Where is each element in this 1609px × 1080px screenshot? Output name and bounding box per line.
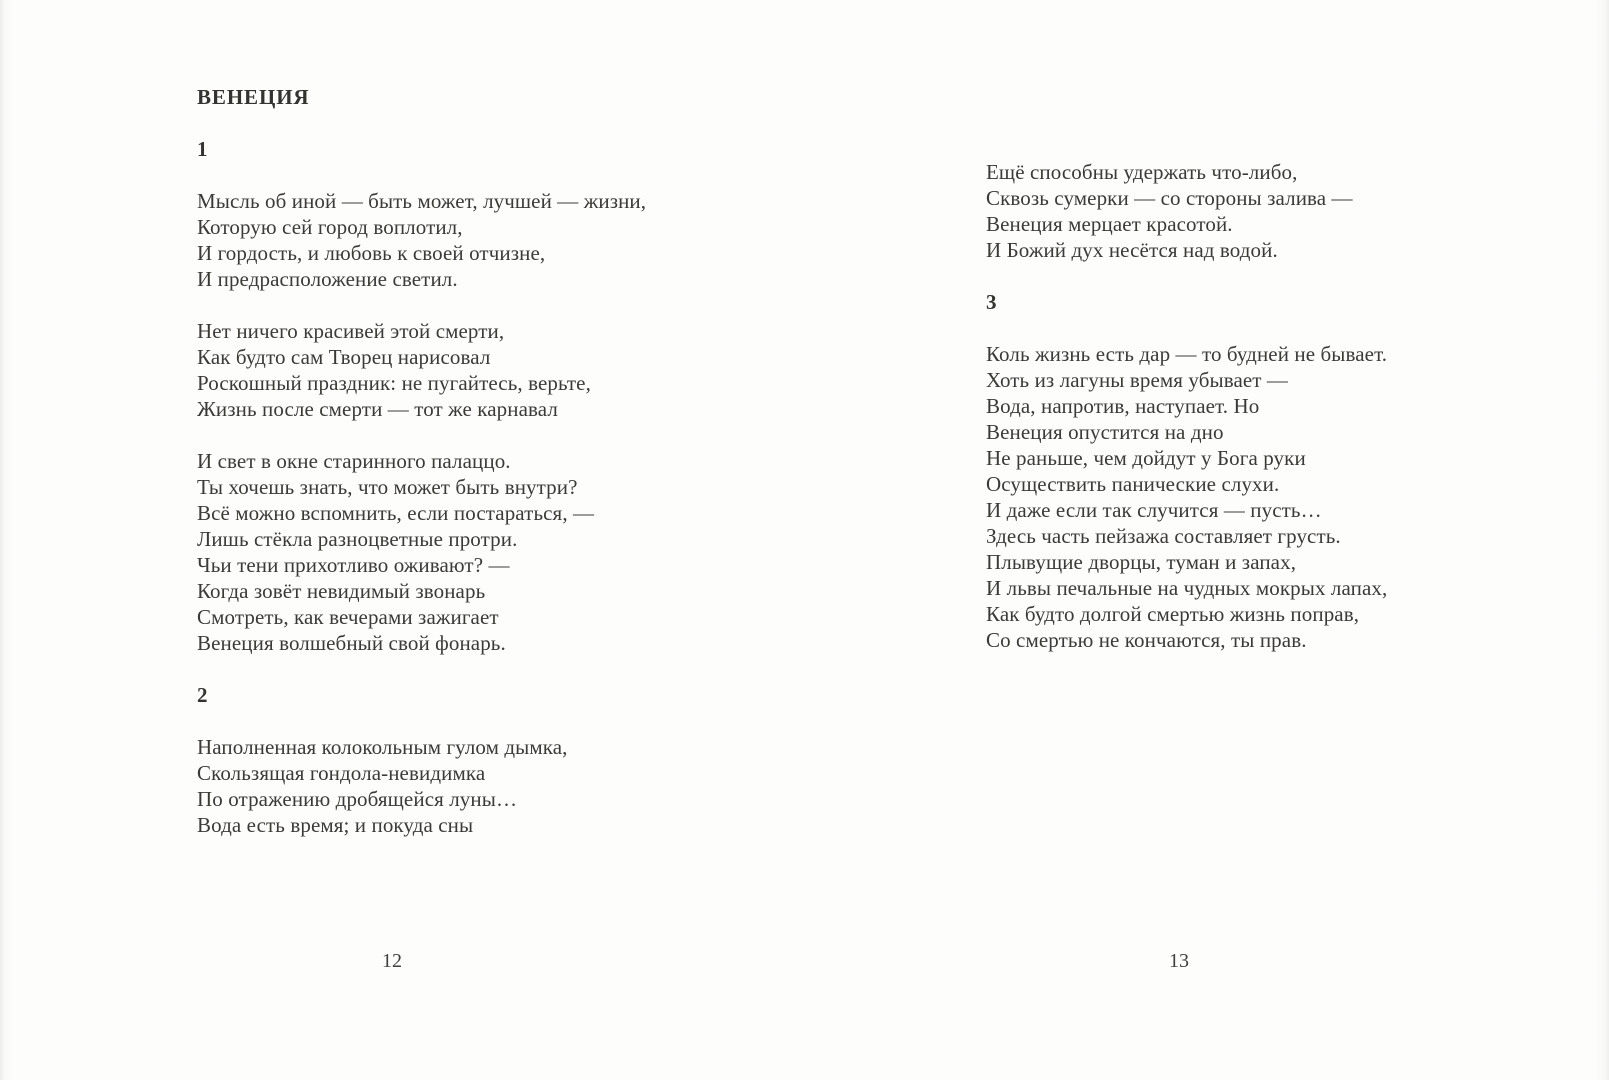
section-number: 2	[197, 683, 208, 707]
poem-line: Венеция мерцает красотой.	[986, 212, 1233, 236]
poem-line: Роскошный праздник: не пугайтесь, верьте,	[197, 371, 591, 395]
poem-line: Сквозь сумерки — со стороны залива —	[986, 186, 1353, 210]
poem-line: Венеция опустится на дно	[986, 420, 1224, 444]
poem-line: Как будто сам Творец нарисовал	[197, 345, 491, 369]
poem-title: ВЕНЕЦИЯ	[197, 85, 310, 109]
poem-line: Ещё способны удержать что-либо,	[986, 160, 1298, 184]
page-number-left: 12	[382, 950, 402, 972]
poem-stanza	[986, 159, 1546, 263]
poem-line: Нет ничего красивей этой смерти,	[197, 319, 505, 343]
poem-line: И львы печальные на чудных мокрых лапах,	[986, 576, 1388, 600]
poem-line: Жизнь после смерти — тот же карнавал	[197, 397, 558, 421]
poem-line: И гордость, и любовь к своей отчизне,	[197, 241, 546, 265]
poem-line: Чьи тени прихотливо оживают? —	[197, 553, 510, 577]
poem-line: И свет в окне старинного палаццо.	[197, 449, 511, 473]
poem-line: Вода, напротив, наступает. Но	[986, 394, 1260, 418]
poem-line: Всё можно вспомнить, если постараться, —	[197, 501, 595, 525]
poem-line: И предрасположение светил.	[197, 267, 458, 291]
poem-line: Мысль об иной — быть может, лучшей — жизни,	[197, 189, 647, 213]
poem-line: Как будто долгой смертью жизнь поправ,	[986, 602, 1360, 626]
poem-line: Осуществить панические слухи.	[986, 472, 1280, 496]
poem-line: По отражению дробящейся луны…	[197, 787, 518, 811]
poem-line: Плывущие дворцы, туман и запах,	[986, 550, 1297, 574]
poem-line: Вода есть время; и покуда сны	[197, 813, 474, 837]
poem-stanza	[197, 734, 777, 838]
poem-line: И даже если так случится — пусть…	[986, 498, 1322, 522]
poem-stanza	[197, 318, 777, 422]
poem-line: И Божий дух несётся над водой.	[986, 238, 1278, 262]
poem-line: Смотреть, как вечерами зажигает	[197, 605, 499, 629]
poem-line: Наполненная колокольным гулом дымка,	[197, 735, 568, 759]
poem-stanza	[197, 448, 777, 656]
poem-stanza	[197, 188, 777, 292]
section-number: 1	[197, 137, 208, 161]
poem-line: Со смертью не кончаются, ты прав.	[986, 628, 1307, 652]
page-number-right: 13	[1169, 950, 1189, 972]
poem-line: Венеция волшебный свой фонарь.	[197, 631, 506, 655]
poem-line: Скользящая гондола-невидимка	[197, 761, 486, 785]
right-page-text-column	[986, 159, 1546, 653]
poem-line: Хоть из лагуны время убывает —	[986, 368, 1289, 392]
left-page-text-column	[197, 84, 777, 838]
poem-stanza	[986, 341, 1546, 653]
poem-line: Которую сей город воплотил,	[197, 215, 463, 239]
poem-line: Лишь стёкла разноцветные протри.	[197, 527, 518, 551]
poem-line: Здесь часть пейзажа составляет грусть.	[986, 524, 1341, 548]
poem-line: Ты хочешь знать, что может быть внутри?	[197, 475, 578, 499]
poem-line: Когда зовёт невидимый звонарь	[197, 579, 486, 603]
section-number: 3	[986, 290, 997, 314]
poem-line: Не раньше, чем дойдут у Бога руки	[986, 446, 1306, 470]
poem-line: Коль жизнь есть дар — то будней не бывает.	[986, 342, 1388, 366]
